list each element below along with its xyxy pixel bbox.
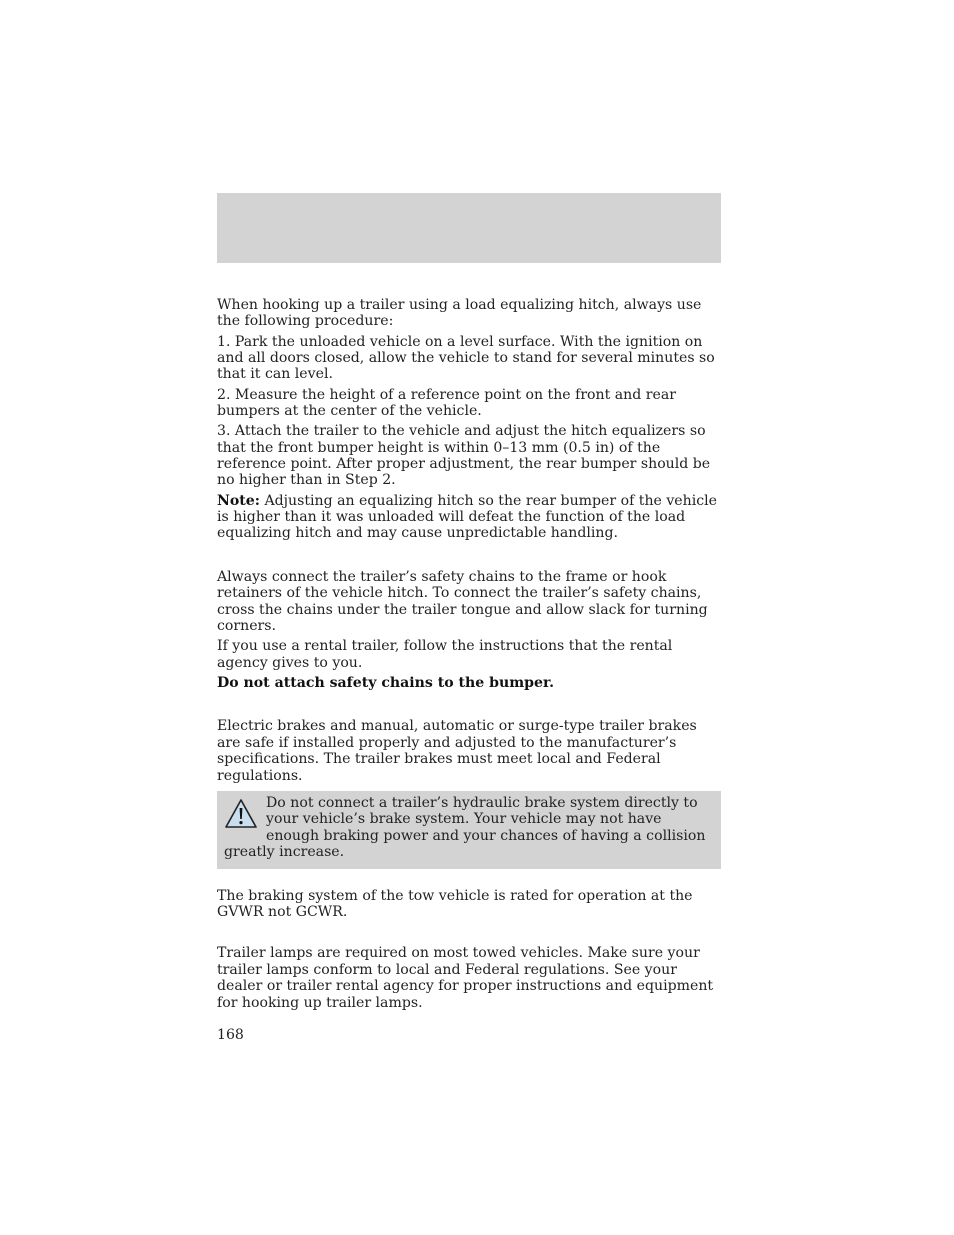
chains-para-2: If you use a rental trailer, follow the instructions that the rental agency gives to you. (217, 638, 673, 671)
note-label: Note: (217, 492, 260, 509)
header-band (217, 193, 721, 263)
hitch-note (217, 493, 721, 542)
hitch-step-2: 2. Measure the height of a reference point on the front and rear bumpers at the center of the vehicle. (217, 386, 676, 420)
page-number: 168 (217, 1027, 244, 1043)
brakes-para-1: Electric brakes and manual, automatic or surge-type trailer brakes are safe if installed properly and adjusted to the manufacturer’s specifications. The trailer brakes must meet local and Federal regulations. (217, 718, 697, 784)
chains-bold-warning (217, 675, 721, 691)
warning-triangle-icon (224, 798, 258, 830)
note-text: Adjusting an equalizing hitch so the rear bumper of the vehicle is higher than it was unloaded will defeat the function of the load equalizing hitch and may cause unpredictable handling. (217, 492, 717, 542)
chains-para-1: Always connect the trailer’s safety chains to the frame or hook retainers of the vehicle hitch. To connect the trailer’s safety chains, cross the chains under the trailer tongue and allow slack for turning corners. (217, 568, 708, 635)
brakes-para-2: The braking system of the tow vehicle is rated for operation at the GVWR not GCWR. (217, 887, 693, 920)
hitch-step-1: 1. Park the unloaded vehicle on a level surface. With the ignition on and all doors closed, allow the vehicle to stand for several minutes so that it can level. (217, 333, 715, 383)
hitch-intro: When hooking up a trailer using a load equalizing hitch, always use the following procedure: (217, 297, 702, 330)
lamps-para-1: Trailer lamps are required on most towed vehicles. Make sure your trailer lamps conform to local and Federal regulations. See your dealer or trailer rental agency for proper instructions and equipment for hooking up trailer lamps. (217, 945, 714, 1011)
hitch-step-3: 3. Attach the trailer to the vehicle and adjust the hitch equalizers so that the front bumper height is within 0–13 mm (0.5 in) of the reference point. After proper adjustment, the rear bumper should be no higher than in Step 2. (217, 423, 711, 489)
chains-bold-text: Do not attach safety chains to the bumper. (217, 674, 555, 691)
warning-box (217, 791, 721, 869)
warning-text: Do not connect a trailer’s hydraulic brake system directly to your vehicle’s brake system. Your vehicle may not have enough braking power and your chances of having a collision greatly increase. (224, 794, 706, 861)
page-content (217, 297, 721, 1043)
